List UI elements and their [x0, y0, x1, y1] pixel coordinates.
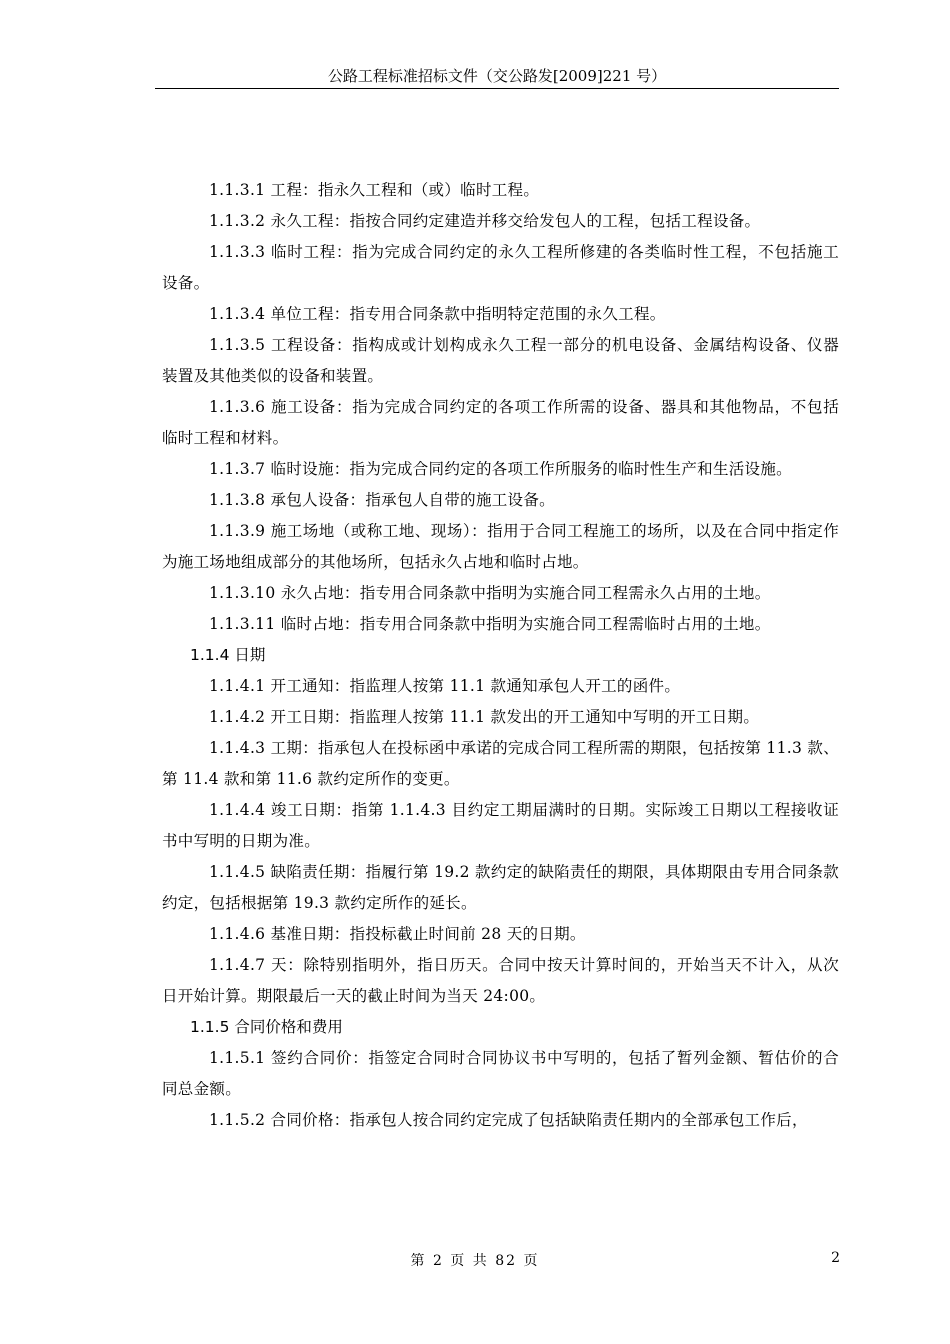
clause-paragraph: 1.1.3.1 工程：指永久工程和（或）临时工程。: [209, 181, 540, 199]
header-rule: [155, 88, 839, 89]
clause-paragraph: 1.1.3.2 永久工程：指按合同约定建造并移交给发包人的工程，包括工程设备。: [209, 212, 761, 230]
page-number: 2: [831, 1250, 840, 1266]
clause-paragraph: 1.1.3.7 临时设施：指为完成合同约定的各项工作所服务的临时性生产和生活设施。: [209, 460, 792, 478]
section-heading: 1.1.5 合同价格和费用: [190, 1018, 343, 1036]
clause-paragraph: 1.1.5.2 合同价格：指承包人按合同约定完成了包括缺陷责任期内的全部承包工作后，: [209, 1111, 808, 1129]
clause-paragraph: 1.1.3.6 施工设备：指为完成合同约定的各项工作所需的设备、器具和其他物品，不包括临时工程和材料。: [162, 398, 839, 447]
clause-paragraph: 1.1.4.2 开工日期：指监理人按第 11.1 款发出的开工通知中写明的开工日期。: [209, 708, 760, 726]
clause-paragraph: 1.1.3.8 承包人设备：指承包人自带的施工设备。: [209, 491, 555, 509]
clause-paragraph: 1.1.3.4 单位工程：指专用合同条款中指明特定范围的永久工程。: [209, 305, 666, 323]
clause-paragraph: 1.1.3.10 永久占地：指专用合同条款中指明为实施合同工程需永久占用的土地。: [209, 584, 771, 602]
clause-paragraph: 1.1.3.5 工程设备：指构成或计划构成永久工程一部分的机电设备、金属结构设备、仪器装置及其他类似的设备和装置。: [162, 336, 839, 385]
clause-paragraph: 1.1.5.1 签约合同价：指签定合同时合同协议书中写明的，包括了暂列金额、暂估价的合同总金额。: [162, 1049, 839, 1098]
clause-paragraph: 1.1.4.5 缺陷责任期：指履行第 19.2 款约定的缺陷责任的期限，具体期限由专用合同条款约定，包括根据第 19.3 款约定所作的延长。: [162, 863, 839, 912]
section-heading: 1.1.4 日期: [190, 646, 266, 664]
clause-paragraph: 1.1.3.3 临时工程：指为完成合同约定的永久工程所修建的各类临时性工程，不包括施工设备。: [162, 243, 839, 292]
clause-paragraph: 1.1.3.11 临时占地：指专用合同条款中指明为实施合同工程需临时占用的土地。: [209, 615, 771, 633]
page-count: 第 2 页 共 82 页: [410, 1253, 540, 1269]
clause-paragraph: 1.1.4.6 基准日期：指投标截止时间前 28 天的日期。: [209, 925, 586, 943]
clause-paragraph: 1.1.4.4 竣工日期：指第 1.1.4.3 目约定工期届满时的日期。实际竣工日期以工程接收证书中写明的日期为准。: [162, 801, 839, 850]
clause-paragraph: 1.1.4.7 天：除特别指明外，指日历天。合同中按天计算时间的，开始当天不计入，从次日开始计算。期限最后一天的截止时间为当天 24:00。: [162, 956, 839, 1005]
document-body: [162, 175, 839, 1136]
clause-paragraph: 1.1.4.1 开工通知：指监理人按第 11.1 款通知承包人开工的函件。: [209, 677, 681, 695]
clause-paragraph: 1.1.4.3 工期：指承包人在投标函中承诺的完成合同工程所需的期限，包括按第 11.3 款、第 11.4 款和第 11.6 款约定所作的变更。: [162, 739, 839, 788]
clause-paragraph: 1.1.3.9 施工场地（或称工地、现场）：指用于合同工程施工的场所，以及在合同中指定作为施工场地组成部分的其他场所，包括永久占地和临时占地。: [162, 522, 839, 571]
page-header: 公路工程标准招标文件（交公路发[2009]221 号）: [327, 67, 667, 85]
